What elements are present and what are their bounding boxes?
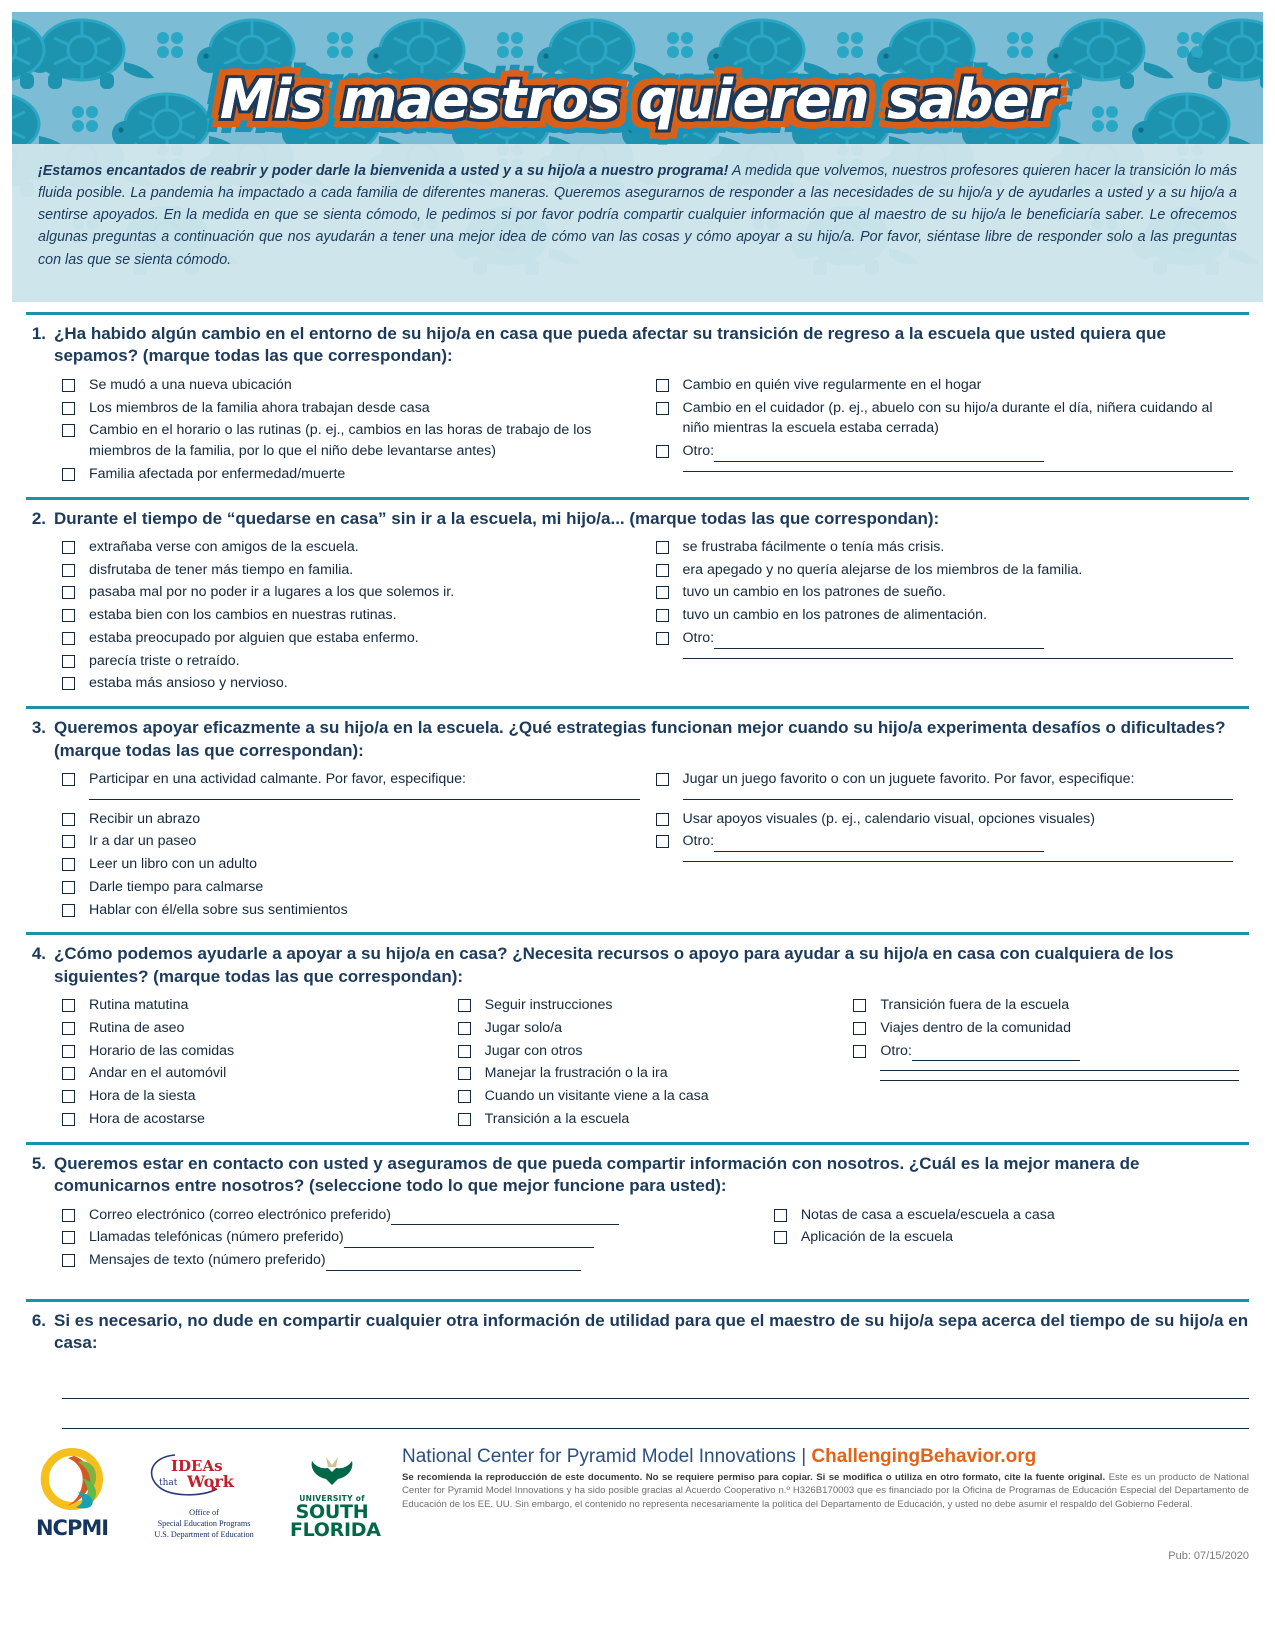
checkbox-icon[interactable]	[62, 379, 75, 392]
ideas-that-work-logo	[144, 1447, 264, 1540]
footer-org-name: National Center for Pyramid Model Innovations	[402, 1445, 796, 1467]
write-in-field[interactable]	[391, 1211, 619, 1225]
ncpmi-swirl-icon	[34, 1448, 110, 1510]
checkbox-option[interactable]	[62, 1250, 728, 1271]
checkbox-option[interactable]	[62, 651, 640, 672]
checkbox-icon[interactable]	[853, 999, 866, 1012]
question-4	[26, 943, 1249, 988]
checkbox-option[interactable]	[656, 582, 1234, 603]
svg-text:Work: Work	[187, 1471, 234, 1491]
question-number: 2.	[31, 508, 46, 528]
checkbox-option[interactable]	[62, 877, 640, 898]
checkbox-option[interactable]	[62, 900, 640, 921]
other-write-in[interactable]	[714, 448, 1044, 462]
checkbox-option[interactable]	[62, 673, 640, 694]
question-number: 3.	[31, 718, 46, 738]
write-in-line[interactable]	[880, 1080, 1239, 1081]
option-label: estaba bien con los cambios en nuestras rutinas.	[89, 607, 397, 624]
other-write-in[interactable]	[912, 1047, 1080, 1061]
intro-body: A medida que volvemos, nuestros profesores quieren hacer la transición lo más fluida posible. La pandemia ha impactado a cada familia de diferentes maneras. Queremos asegurarnos de responder a las necesidades de su hijo/a y de ayudarles a usted y a su hijo/a a sentirse apoyados. En la medida en que se sienta cómodo, le pedimos si por favor podría compartir cualquier información que al maestro de su hijo/a le beneficiaría saber. Le ofrecemos algunas preguntas a continuación que nos ayudarán a tener una mejor idea de cómo van las cosas y cómo apoyar a su hijo/a. Por favor, siéntase libre de responder solo a las preguntas con las que se sienta cómodo.	[38, 163, 1237, 268]
option-label: era apegado y no quería alejarse de los miembros de la familia.	[682, 561, 1083, 578]
checkbox-icon[interactable]	[458, 1067, 471, 1080]
option-label: Seguir instrucciones	[484, 997, 613, 1014]
checkbox-option[interactable]	[62, 375, 640, 396]
q4-column-3	[853, 995, 1249, 1131]
checkbox-option[interactable]	[853, 1018, 1239, 1039]
checkbox-icon[interactable]	[656, 541, 669, 554]
checkbox-icon[interactable]	[62, 835, 75, 848]
publication-date: Pub: 07/15/2020	[1168, 1549, 1249, 1562]
option-label: Darle tiempo para calmarse	[89, 878, 264, 895]
option-label: Cambio en el horario o las rutinas (p. ej., cambios en las horas de trabajo de los miembros de la familia, por lo que el niño debe levantarse antes)	[89, 422, 592, 460]
disclaimer-bold: Se recomienda la reproducción de este documento. No se requiere permiso para copiar. Si se modifica o utiliza en otro formato, cite la fuente original.	[402, 1471, 1106, 1483]
write-in-line[interactable]	[89, 799, 640, 800]
write-in-field[interactable]	[326, 1257, 581, 1271]
option-label: Cambio en el cuidador (p. ej., abuelo con su hijo/a durante el día, niñera cuidando al niño mientras la escuela estaba cerrada)	[682, 399, 1213, 437]
option-label: Andar en el automóvil	[89, 1065, 227, 1082]
usf-logo	[290, 1455, 381, 1542]
q4-column-1	[62, 995, 458, 1131]
checkbox-option[interactable]	[656, 398, 1234, 439]
option-label: Hora de la siesta	[89, 1088, 196, 1105]
checkbox-option[interactable]	[458, 1109, 844, 1130]
footer-separator: |	[795, 1445, 812, 1467]
question-number: 1.	[31, 324, 46, 343]
checkbox-icon[interactable]	[458, 1113, 471, 1126]
checkbox-icon[interactable]	[62, 813, 75, 826]
option-text: Llamadas telefónicas (número preferido)	[89, 1229, 344, 1246]
option-label: Manejar la frustración o la ira	[484, 1065, 668, 1082]
checkbox-icon[interactable]	[774, 1231, 787, 1244]
question-2	[26, 508, 1249, 530]
checkbox-icon[interactable]	[62, 677, 75, 690]
checkbox-icon[interactable]	[656, 835, 669, 848]
option-label: estaba preocupado por alguien que estaba enfermo.	[89, 629, 419, 646]
question-number: 6.	[31, 1310, 46, 1330]
option-label: Leer un libro con un adulto	[89, 856, 258, 873]
questions-container	[0, 312, 1275, 1429]
usf-south: SOUTH	[295, 1500, 369, 1523]
checkbox-icon[interactable]	[62, 632, 75, 645]
section-divider	[26, 706, 1249, 709]
option-label	[89, 1205, 619, 1226]
option-label: Viajes dentro de la comunidad	[880, 1020, 1071, 1037]
disclaimer-rest: Este es un producto de National Center for Pyramid Model Innovations y ha sido posible gracias al Acuerdo Cooperativo n.º H326B170003 que es financiado por la Oficina de Programas de Educación Especial del Departamento de Educación de los EE. UU. Sin embargo, el contenido no representa necesariamente la política del Departamento de Educación, y usted no debe asumir el respaldo del Gobierno Federal.	[402, 1471, 1249, 1510]
checkbox-option[interactable]	[62, 831, 640, 852]
option-label: estaba más ansioso y nervioso.	[89, 675, 288, 692]
section-divider	[26, 1299, 1249, 1302]
q1-right-column	[656, 375, 1250, 487]
checkbox-icon[interactable]	[62, 586, 75, 599]
intro-banner	[12, 144, 1263, 302]
option-label: se frustraba fácilmente o tenía más crisis.	[682, 538, 945, 555]
checkbox-option[interactable]	[656, 769, 1234, 790]
section-divider	[26, 497, 1249, 500]
other-label: Otro:	[880, 1042, 912, 1059]
checkbox-option[interactable]	[62, 769, 640, 790]
option-label: Familia afectada por enfermedad/muerte	[89, 465, 346, 482]
option-label: Hablar con él/ella sobre sus sentimientos	[89, 901, 348, 918]
checkbox-option[interactable]	[458, 1041, 844, 1062]
option-label	[880, 1041, 1080, 1062]
write-in-line[interactable]	[683, 471, 1234, 472]
turtle-pattern-icon	[12, 12, 1263, 144]
checkbox-icon[interactable]	[62, 1254, 75, 1267]
checkbox-icon[interactable]	[62, 1045, 75, 1058]
checkbox-option[interactable]	[656, 537, 1234, 558]
checkbox-option[interactable]	[656, 809, 1234, 830]
question-number: 5.	[31, 1153, 46, 1173]
checkbox-icon[interactable]	[62, 1209, 75, 1222]
checkbox-icon[interactable]	[62, 999, 75, 1012]
option-label: Recibir un abrazo	[89, 810, 201, 827]
ideas-sub-text	[144, 1507, 264, 1540]
checkbox-option[interactable]	[62, 1227, 728, 1248]
checkbox-option-other[interactable]	[656, 441, 1234, 462]
other-label: Otro:	[682, 833, 715, 850]
option-label: Los miembros de la familia ahora trabajan desde casa	[89, 399, 430, 416]
other-write-in[interactable]	[714, 838, 1044, 852]
option-label: extrañaba verse con amigos de la escuela.	[89, 538, 359, 555]
option-label: Participar en una actividad calmante. Por favor, especifique:	[89, 771, 466, 787]
footer-logos	[26, 1447, 396, 1540]
write-in-line[interactable]	[683, 799, 1234, 800]
checkbox-option-other[interactable]	[656, 831, 1234, 852]
checkbox-option[interactable]	[62, 1018, 448, 1039]
checkbox-icon[interactable]	[656, 773, 669, 786]
footer-org-site[interactable]: ChallengingBehavior.org	[811, 1445, 1037, 1467]
write-in-line[interactable]	[683, 861, 1234, 862]
option-label	[683, 628, 1045, 649]
ideas-sub-line3: U.S. Department of Education	[154, 1529, 254, 1539]
option-label: Se mudó a una nueva ubicación	[89, 376, 292, 393]
footer-org-line	[402, 1447, 1249, 1468]
checkbox-icon[interactable]	[62, 424, 75, 437]
other-write-in[interactable]	[714, 635, 1044, 649]
checkbox-icon[interactable]	[656, 564, 669, 577]
checkbox-icon[interactable]	[458, 1045, 471, 1058]
other-label: Otro:	[682, 443, 715, 460]
checkbox-icon[interactable]	[853, 1022, 866, 1035]
checkbox-icon[interactable]	[656, 586, 669, 599]
page-title-text: Mis maestros quieren saber	[219, 68, 1056, 131]
checkbox-icon[interactable]	[62, 1231, 75, 1244]
question-6	[26, 1310, 1249, 1355]
checkbox-icon[interactable]	[62, 904, 75, 917]
q4-column-2	[458, 995, 854, 1131]
ideas-sub-line2: Special Education Programs	[157, 1518, 251, 1528]
checkbox-icon[interactable]	[62, 468, 75, 481]
checkbox-option[interactable]	[62, 420, 640, 461]
checkbox-icon[interactable]	[62, 402, 75, 415]
option-label: Aplicación de la escuela	[800, 1229, 954, 1246]
ideas-sub-line1: Office of	[189, 1507, 219, 1517]
checkbox-option[interactable]	[62, 854, 640, 875]
checkbox-option[interactable]	[62, 1086, 448, 1107]
option-label	[89, 1250, 581, 1271]
checkbox-option[interactable]	[656, 375, 1234, 396]
checkbox-icon[interactable]	[656, 402, 669, 415]
checkbox-option[interactable]	[458, 1018, 844, 1039]
option-label: disfrutaba de tener más tiempo en familia.	[89, 561, 354, 578]
checkbox-option[interactable]	[853, 995, 1239, 1016]
question-5	[26, 1153, 1249, 1198]
option-label	[683, 831, 1045, 852]
option-label: Rutina de aseo	[89, 1020, 185, 1037]
question-3	[26, 717, 1249, 762]
intro-lead: ¡Estamos encantados de reabrir y poder darle la bienvenida a usted y a su hijo/a a nuestro programa!	[38, 163, 729, 179]
checkbox-option[interactable]	[458, 995, 844, 1016]
q1-left-column	[62, 375, 656, 487]
checkbox-option[interactable]	[62, 1205, 728, 1226]
intro-paragraph	[12, 144, 1263, 271]
checkbox-icon[interactable]	[656, 379, 669, 392]
checkbox-icon[interactable]	[656, 445, 669, 458]
option-label: pasaba mal por no poder ir a lugares a los que solemos ir.	[89, 584, 455, 601]
option-label: Hora de acostarse	[89, 1110, 205, 1127]
option-label: tuvo un cambio en los patrones de sueño.	[682, 584, 946, 601]
checkbox-icon[interactable]	[62, 564, 75, 577]
ncpmi-label: NCPMI	[35, 1515, 109, 1540]
q3-right-column	[656, 769, 1250, 922]
checkbox-option[interactable]	[62, 537, 640, 558]
option-label: Transición fuera de la escuela	[880, 997, 1070, 1014]
checkbox-icon[interactable]	[62, 655, 75, 668]
checkbox-option[interactable]	[62, 1109, 448, 1130]
q5-right-column	[744, 1205, 1249, 1273]
checkbox-option[interactable]	[62, 1041, 448, 1062]
question-text: Durante el tiempo de “quedarse en casa” sin ir a la escuela, mi hijo/a... (marque todas las que correspondan):	[54, 508, 940, 528]
option-label: Notas de casa a escuela/escuela a casa	[800, 1206, 1055, 1223]
option-label	[683, 441, 1045, 462]
section-divider	[26, 312, 1249, 315]
option-label	[89, 1227, 594, 1248]
checkbox-icon[interactable]	[62, 1067, 75, 1080]
other-label: Otro:	[682, 629, 715, 646]
checkbox-option[interactable]	[774, 1227, 1233, 1248]
checkbox-icon[interactable]	[774, 1209, 787, 1222]
checkbox-icon[interactable]	[656, 632, 669, 645]
usf-florida: FLORIDA	[290, 1519, 381, 1542]
ideas-swoosh-icon	[145, 1447, 263, 1499]
checkbox-option[interactable]	[656, 605, 1234, 626]
checkbox-option[interactable]	[62, 995, 448, 1016]
option-text: Correo electrónico (correo electrónico preferido)	[89, 1206, 392, 1223]
option-label: Ir a dar un paseo	[89, 833, 197, 850]
checkbox-icon[interactable]	[62, 881, 75, 894]
checkbox-icon[interactable]	[62, 1090, 75, 1103]
svg-text:IDEAs: IDEAs	[171, 1456, 223, 1475]
checkbox-icon[interactable]	[853, 1045, 866, 1058]
question-text: Queremos apoyar eficazmente a su hijo/a en la escuela. ¿Qué estrategias funcionan mejor cuando su hijo/a experimenta desafíos o dificultades? (marque todas las que correspondan):	[54, 718, 1226, 760]
checkbox-icon[interactable]	[62, 858, 75, 871]
checkbox-option[interactable]	[62, 398, 640, 419]
answer-line[interactable]	[62, 1399, 1249, 1429]
checkbox-option[interactable]	[458, 1063, 844, 1084]
usf-bull-icon	[306, 1455, 358, 1489]
checkbox-icon[interactable]	[62, 1113, 75, 1126]
option-label: Jugar solo/a	[484, 1020, 562, 1037]
usf-university-of: UNIVERSITY of	[299, 1493, 365, 1503]
footer-disclaimer	[402, 1471, 1249, 1512]
checkbox-option[interactable]	[656, 560, 1234, 581]
footer	[0, 1429, 1275, 1540]
option-label: Horario de las comidas	[89, 1042, 235, 1059]
question-1	[26, 323, 1249, 368]
footer-text-block	[396, 1447, 1249, 1512]
question-text: ¿Ha habido algún cambio en el entorno de su hijo/a en casa que pueda afectar su transición de regreso a la escuela que usted quiera que sepamos? (marque todas las que correspondan):	[54, 324, 1166, 366]
option-text: Mensajes de texto (número preferido)	[89, 1252, 326, 1269]
q2-right-column	[656, 537, 1250, 696]
option-label: tuvo un cambio en los patrones de alimentación.	[682, 607, 987, 624]
checkbox-icon[interactable]	[62, 773, 75, 786]
checkbox-icon[interactable]	[458, 999, 471, 1012]
checkbox-option-other[interactable]	[853, 1041, 1239, 1062]
q5-left-column	[62, 1205, 744, 1273]
write-in-field[interactable]	[344, 1234, 594, 1248]
section-divider	[26, 932, 1249, 935]
option-label: Jugar con otros	[484, 1042, 583, 1059]
ncpmi-logo	[26, 1448, 118, 1540]
checkbox-icon[interactable]	[656, 813, 669, 826]
option-label: Usar apoyos visuales (p. ej., calendario visual, opciones visuales)	[682, 810, 1095, 827]
option-label: Cuando un visitante viene a la casa	[484, 1088, 709, 1105]
checkbox-option-other[interactable]	[656, 628, 1234, 649]
question-text: Queremos estar en contacto con usted y aseguramos de que pueda compartir información con nosotros. ¿Cuál es la mejor manera de comunicarnos entre nosotros? (seleccione todo lo que mejor funcione para usted):	[54, 1153, 1140, 1196]
option-label: Rutina matutina	[89, 997, 189, 1014]
question-text: ¿Cómo podemos ayudarle a apoyar a su hijo/a en casa? ¿Necesita recursos o apoyo para ayudar a su hijo/a en casa con cualquiera de los siguientes? (marque todas las que correspondan):	[54, 944, 1174, 986]
checkbox-option[interactable]	[62, 809, 640, 830]
checkbox-option[interactable]	[62, 1063, 448, 1084]
checkbox-option[interactable]	[62, 605, 640, 626]
checkbox-icon[interactable]	[62, 609, 75, 622]
write-in-line[interactable]	[880, 1070, 1239, 1071]
option-label: Transición a la escuela	[484, 1110, 630, 1127]
checkbox-option[interactable]	[774, 1205, 1233, 1226]
question-number: 4.	[31, 944, 46, 964]
write-in-line[interactable]	[683, 658, 1234, 659]
checkbox-icon[interactable]	[62, 1022, 75, 1035]
checkbox-icon[interactable]	[62, 541, 75, 554]
option-label: Cambio en quién vive regularmente en el hogar	[682, 376, 982, 393]
checkbox-option[interactable]	[62, 560, 640, 581]
question-text: Si es necesario, no dude en compartir cualquier otra información de utilidad para que el maestro de su hijo/a sepa acerca del tiempo de su hijo/a en casa:	[54, 1310, 1249, 1353]
checkbox-icon[interactable]	[656, 609, 669, 622]
q2-left-column	[62, 537, 656, 696]
checkbox-option[interactable]	[62, 628, 640, 649]
q3-left-column	[62, 769, 656, 922]
svg-text:that: that	[159, 1477, 178, 1488]
section-divider	[26, 1142, 1249, 1145]
header-banner	[12, 12, 1263, 144]
checkbox-option[interactable]	[458, 1086, 844, 1107]
checkbox-option[interactable]	[62, 582, 640, 603]
checkbox-icon[interactable]	[458, 1090, 471, 1103]
checkbox-option[interactable]	[62, 464, 640, 485]
option-label: Jugar un juego favorito o con un juguete favorito. Por favor, especifique:	[682, 771, 1135, 787]
checkbox-icon[interactable]	[458, 1022, 471, 1035]
answer-line[interactable]	[62, 1369, 1249, 1399]
option-label: parecía triste o retraído.	[89, 652, 240, 669]
q6-answer-area	[26, 1369, 1249, 1429]
